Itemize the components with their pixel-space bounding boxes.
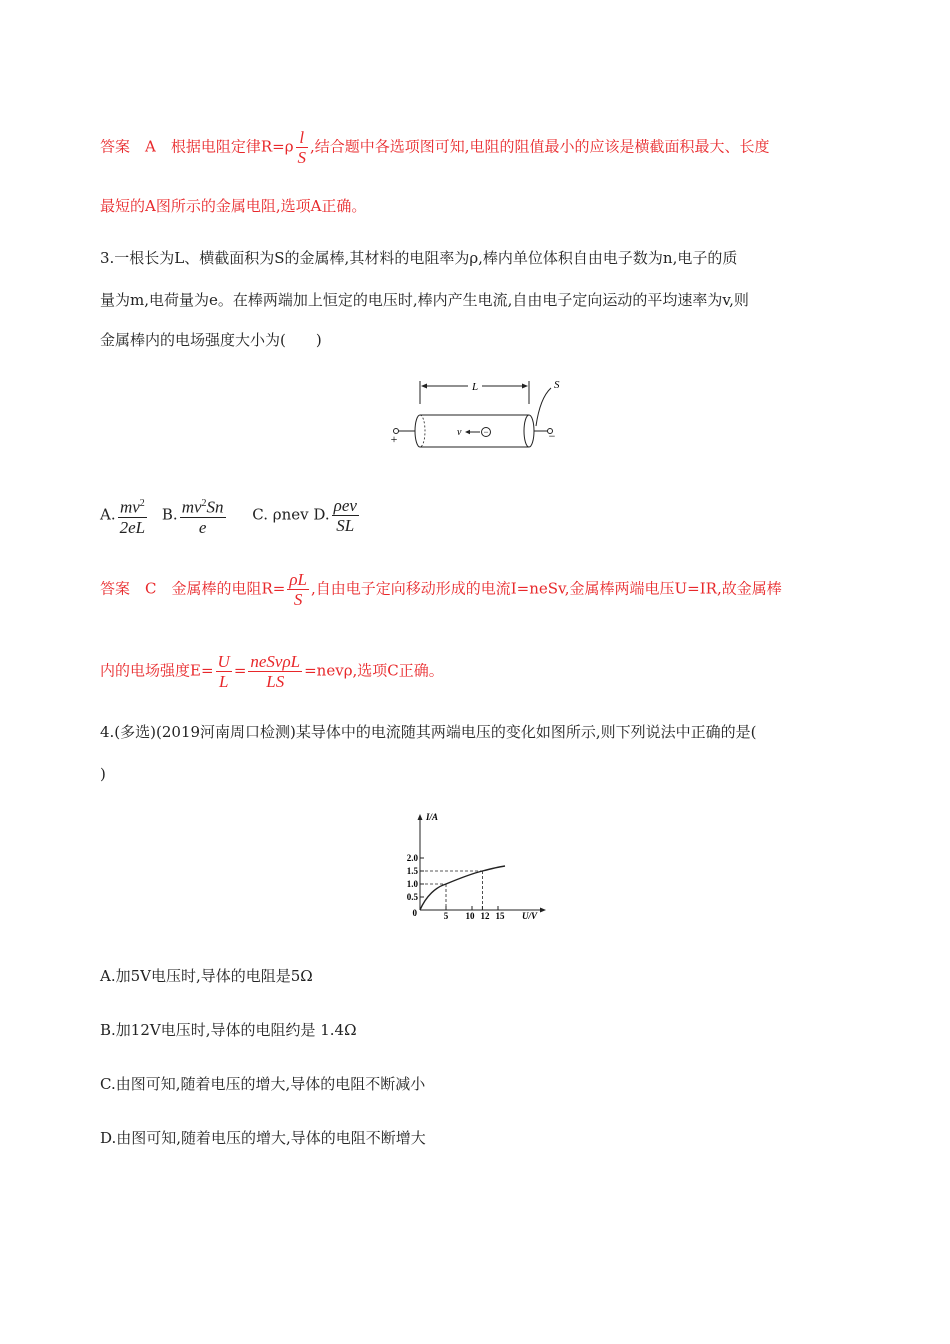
q4-option-b: B.加12V电压时,导体的电阻约是 1.4Ω [100,1021,357,1039]
plus-label: + [390,432,398,446]
x-axis-label: U/V [522,911,538,921]
option-b-fraction: $\frac{mv^2Sn}{e}$ [181,497,224,537]
q4-line2: ) [100,765,106,783]
option-d-label: D. [313,505,330,524]
q3-options [100,494,361,537]
q4-line1: 4.(多选)(2019河南周口检测)某导体中的电流随其两端电压的变化如图所示,则下列说法中正确的是( [100,723,757,741]
iu-chart [396,806,556,922]
option-a-label: A. [100,505,116,524]
answer2-rest: ,结合题中各选项图可知,电阻的阻值最小的应该是横截面积最大、长度 [310,137,770,156]
x-tick-15: 15 [495,911,505,921]
y-tick-0.5: 0.5 [406,892,418,902]
option-d-fraction: $\frac{\text{ρev}}{SL}$ [333,495,357,535]
electron-sign: − [483,427,489,437]
resistance-fraction: $\frac{l}{S}$ [297,128,307,167]
answer3-line2-rest: =nevρ,选项C正确。 [304,661,444,680]
answer3-line2: 内的电场强度E= $\frac{U}{L}$ = $\frac{\text{neSvρL}}{LS}$ =nevρ,选项C正确。 [100,652,444,691]
field-fraction-2: $\frac{\text{neSvρL}}{LS}$ [250,652,301,691]
option-b-label: B. [161,505,178,524]
q4-option-c: C.由图可知,随着电压的增大,导体的电阻不断减小 [100,1075,426,1093]
area-label: S [554,379,560,391]
origin-label: 0 [412,908,417,918]
y-axis-label: I/A [426,812,439,822]
q4-option-d: D.由图可知,随着电压的增大,导体的电阻不断增大 [100,1129,426,1147]
q4-option-a: A.加5V电压时,导体的电阻是5Ω [100,967,313,985]
answer3-mid: ,自由电子定向移动形成的电流I=neSv,金属棒两端电压U=IR,故金属棒 [310,579,782,598]
iu-curve [420,866,505,910]
answer2-line1 [100,128,770,167]
answer3-line2-prefix: 内的电场强度E= [100,661,214,680]
y-tick-1.0: 1.0 [406,879,418,889]
option-a-fraction: $\frac{mv^2}{2eL}$ [119,497,146,537]
rod-right-end [524,415,534,447]
field-fraction-1: $\frac{U}{L}$ [217,652,230,691]
velocity-label: v [457,427,462,438]
answer3-prefix: 答案 C 金属棒的电阻R= [100,579,286,598]
y-tick-2.0: 2.0 [406,853,418,863]
minus-label: − [548,429,556,443]
answer3-line1 [100,570,782,609]
x-tick-5: 5 [443,911,449,921]
answer2-line2: 最短的A图所示的金属电阻,选项A正确。 [100,197,367,215]
length-label: L [471,381,479,393]
y-tick-1.5: 1.5 [406,866,418,876]
q3-line1: 3.一根长为L、横截面积为S的金属棒,其材料的电阻率为ρ,棒内单位体积自由电子数为n,电子的质 [100,249,738,267]
rod-left-end [415,415,420,447]
metal-rod-figure [388,376,568,456]
x-tick-10: 10 [465,911,475,921]
x-tick-12: 12 [480,911,490,921]
answer3-resistance-fraction: $\frac{\rho L}{S}$ [289,570,307,609]
q3-line3: 金属棒内的电场强度大小为( ) [100,331,322,349]
answer2-prefix: 答案 A 根据电阻定律R=ρ [100,137,294,156]
area-pointer [536,388,551,426]
q3-line2: 量为m,电荷量为e。在棒两端加上恒定的电压时,棒内产生电流,自由电子定向运动的平均速率为v,则 [100,291,749,309]
option-c: C. ρnev [252,505,309,524]
